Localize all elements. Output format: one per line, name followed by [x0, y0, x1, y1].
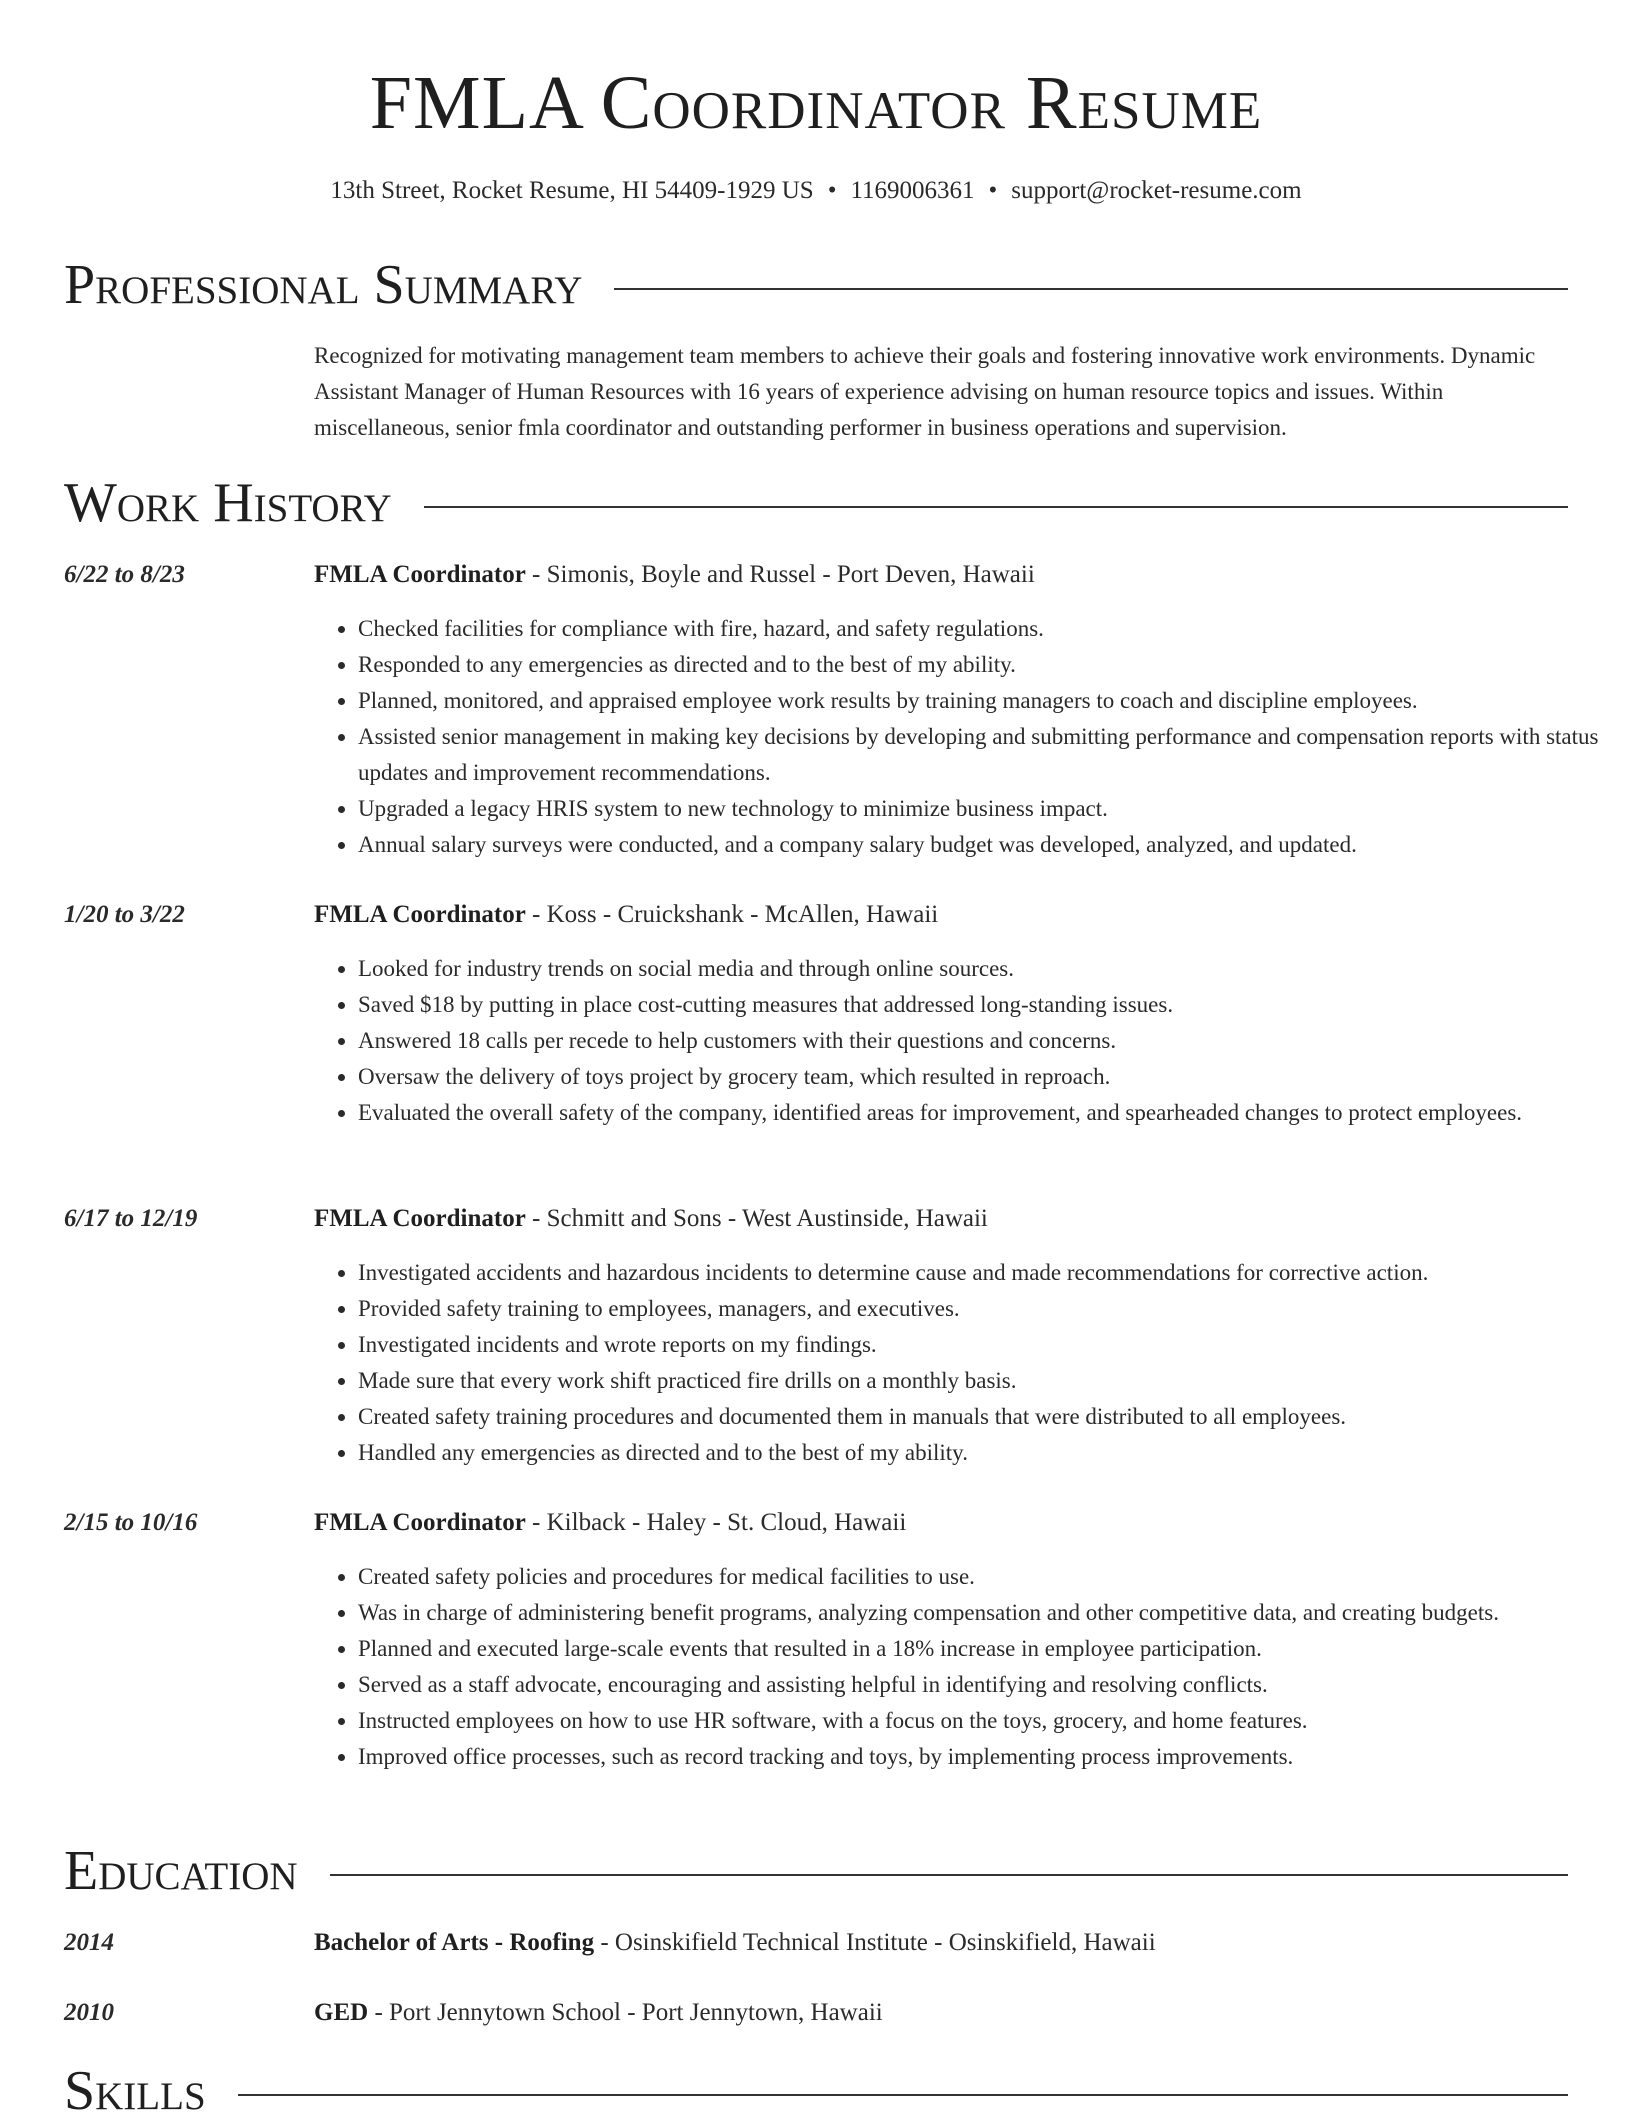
job-employer: - Kilback - Haley - St. Cloud, Hawaii — [525, 1509, 907, 1536]
job-bullet: • Looked for industry trends on social media and through online sources. — [358, 951, 1628, 987]
job-bullet: • Investigated accidents and hazardous incidents to determine cause and made recommendations for corrective action. — [358, 1255, 1628, 1291]
education-heading — [314, 1997, 883, 2029]
job-bullet: • Served as a staff advocate, encouraging and assisting helpful in identifying and resolving conflicts. — [358, 1667, 1628, 1703]
contact-separator: • — [827, 177, 837, 204]
job-bullets — [314, 1255, 1628, 1471]
job-employer: - Koss - Cruickshank - McAllen, Hawaii — [525, 901, 939, 928]
job-bullet: • Provided safety training to employees, managers, and executives. — [358, 1291, 1628, 1327]
job-heading — [314, 1507, 906, 1539]
job-dates: 2/15 to 10/16 — [64, 1509, 198, 1536]
job-bullets — [314, 1559, 1628, 1775]
job-title: FMLA Coordinator — [314, 561, 526, 588]
job-bullet: • Was in charge of administering benefit programs, analyzing compensation and other competitive data, and creating budgets. — [358, 1595, 1628, 1631]
contact-line — [0, 176, 1632, 206]
contact-email[interactable]: support@rocket-resume.com — [1011, 177, 1302, 204]
job-bullet: • Created safety training procedures and documented them in manuals that were distributed to all employees. — [358, 1399, 1628, 1435]
section-title-summary: Professional Summary — [64, 254, 583, 316]
job-bullet: • Investigated incidents and wrote reports on my findings. — [358, 1327, 1628, 1363]
job-bullet: • Instructed employees on how to use HR software, with a focus on the toys, grocery, and home features. — [358, 1703, 1628, 1739]
education-degree: GED — [314, 1999, 369, 2026]
education-year: 2010 — [64, 1999, 114, 2026]
job-bullet: • Annual salary surveys were conducted, and a company salary budget was developed, analyzed, and updated. — [358, 827, 1628, 863]
job-title: FMLA Coordinator — [314, 1205, 526, 1232]
section-header-education — [64, 1838, 1568, 1904]
section-title-skills: Skills — [64, 2060, 206, 2122]
education-degree: Bachelor of Arts - Roofing — [314, 1929, 595, 1956]
job-bullet: • Upgraded a legacy HRIS system to new technology to minimize business impact. — [358, 791, 1628, 827]
job-employer: - Schmitt and Sons - West Austinside, Hawaii — [525, 1205, 988, 1232]
job-title: FMLA Coordinator — [314, 1509, 526, 1536]
job-bullet: • Saved $18 by putting in place cost-cutting measures that addressed long-standing issues. — [358, 987, 1628, 1023]
section-divider — [614, 288, 1568, 290]
job-dates: 6/22 to 8/23 — [64, 561, 185, 588]
job-bullet: • Planned and executed large-scale events that resulted in a 18% increase in employee participation. — [358, 1631, 1628, 1667]
job-bullets — [314, 951, 1628, 1131]
education-year: 2014 — [64, 1929, 114, 1956]
section-divider — [330, 1874, 1568, 1876]
summary-text: Recognized for motivating management team members to achieve their goals and fostering innovative work environments. Dynamic Assistant Manager of Human Resources with 16 years of experience advising on human resource topics and issues. Within miscellaneous, senior fmla coordinator and outstanding performer in business operations and supervision. — [314, 343, 1536, 440]
job-bullet: • Created safety policies and procedures for medical facilities to use. — [358, 1559, 1628, 1595]
education-heading — [314, 1927, 1156, 1959]
section-divider — [238, 2094, 1568, 2096]
job-heading — [314, 1203, 988, 1235]
education-school: - Port Jennytown School - Port Jennytown, Hawaii — [368, 1999, 883, 2026]
job-bullet: • Evaluated the overall safety of the company, identified areas for improvement, and spearheaded changes to protect employees. — [358, 1095, 1628, 1131]
education-school: - Osinskifield Technical Institute - Osinskifield, Hawaii — [594, 1929, 1156, 1956]
job-bullet: • Responded to any emergencies as directed and to the best of my ability. — [358, 647, 1628, 683]
section-header-work-history — [64, 470, 1568, 536]
section-header-summary — [64, 252, 1568, 318]
job-bullet: • Assisted senior management in making key decisions by developing and submitting performance and compensation reports with status updates and improvement recommendations. — [358, 719, 1628, 791]
job-bullet: • Answered 18 calls per recede to help customers with their questions and concerns. — [358, 1023, 1628, 1059]
job-bullet: • Handled any emergencies as directed and to the best of my ability. — [358, 1435, 1628, 1471]
job-heading — [314, 559, 1035, 591]
job-employer: - Simonis, Boyle and Russel - Port Deven, Hawaii — [525, 561, 1035, 588]
contact-separator: • — [988, 177, 998, 204]
contact-phone: 1169006361 — [850, 177, 975, 204]
job-bullet: • Planned, monitored, and appraised employee work results by training managers to coach and discipline employees. — [358, 683, 1628, 719]
job-bullets — [314, 611, 1628, 863]
job-bullet: • Checked facilities for compliance with fire, hazard, and safety regulations. — [358, 611, 1628, 647]
section-title-education: Education — [64, 1840, 298, 1902]
job-dates: 1/20 to 3/22 — [64, 901, 185, 928]
job-bullet: • Improved office processes, such as record tracking and toys, by implementing process improvements. — [358, 1739, 1628, 1775]
resume-title: FMLA Coordinator Resume — [369, 61, 1263, 145]
job-dates: 6/17 to 12/19 — [64, 1205, 198, 1232]
job-heading — [314, 899, 938, 931]
section-divider — [424, 506, 1568, 508]
section-header-skills — [64, 2058, 1568, 2124]
job-title: FMLA Coordinator — [314, 901, 526, 928]
job-bullet: • Made sure that every work shift practiced fire drills on a monthly basis. — [358, 1363, 1628, 1399]
contact-address: 13th Street, Rocket Resume, HI 54409-1929 US — [330, 177, 814, 204]
job-bullet: • Oversaw the delivery of toys project by grocery team, which resulted in reproach. — [358, 1059, 1628, 1095]
section-title-work-history: Work History — [64, 472, 392, 534]
